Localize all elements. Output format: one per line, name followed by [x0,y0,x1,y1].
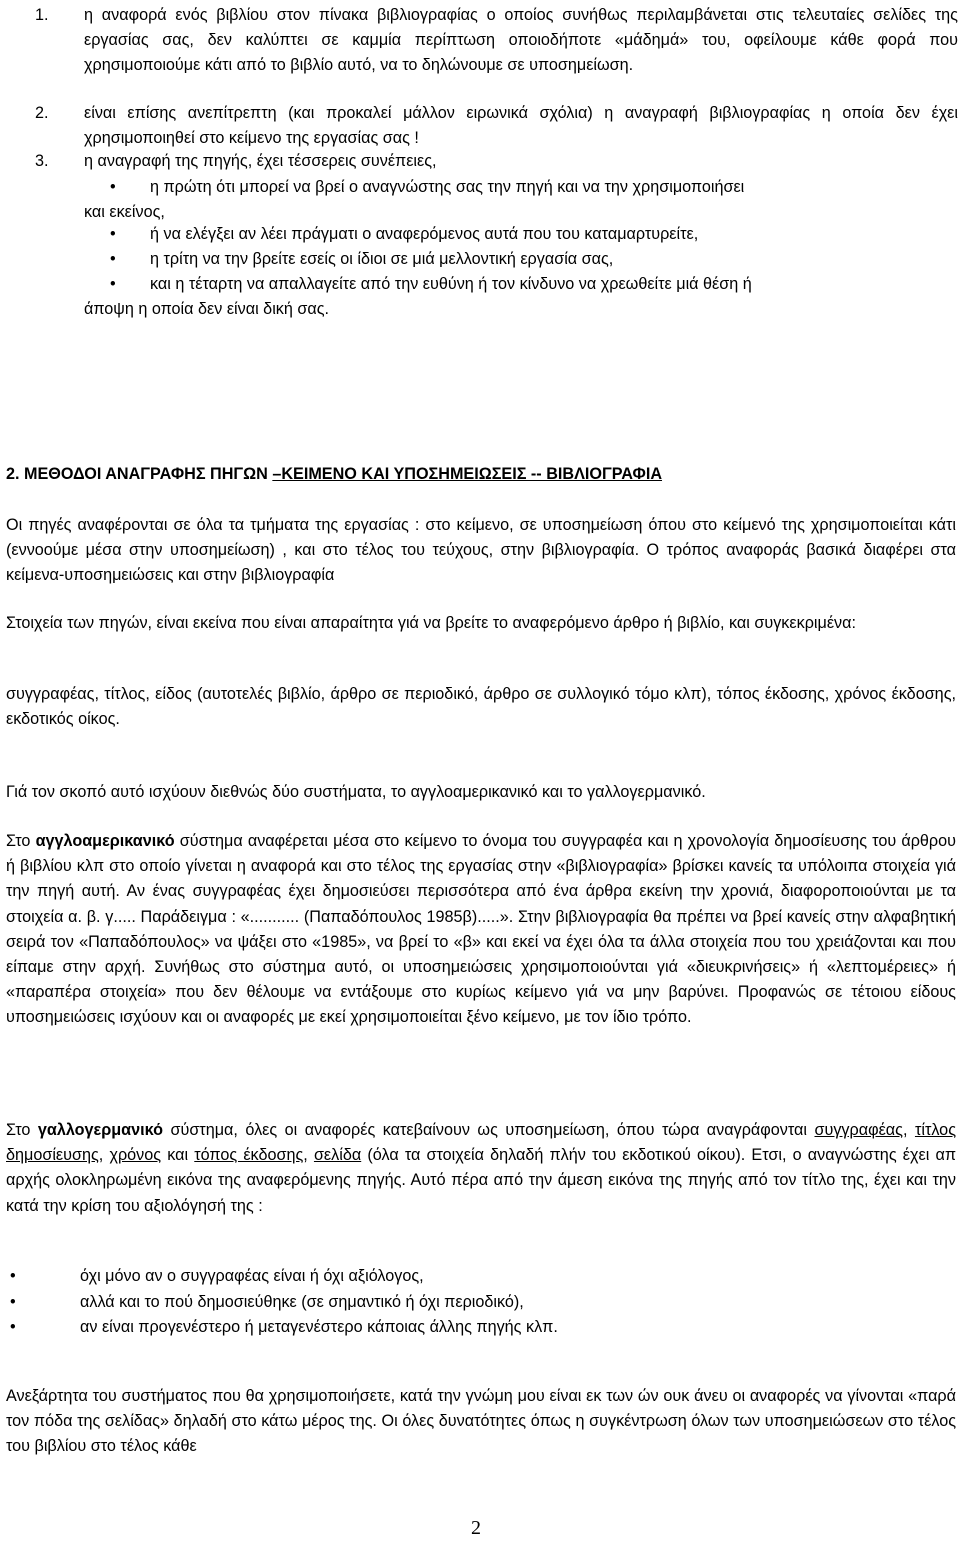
list-number: 1. [35,6,49,24]
bullet-icon: • [10,1293,16,1311]
bullet-text-continuation: και εκείνος, [84,203,165,221]
text-run: , [902,1121,915,1139]
bullet-icon: • [110,225,116,243]
bullet-text: ή να ελέγξει αν λέει πράγματι ο αναφερόμενος αυτά που του καταμαρτυρείτε, [150,225,699,243]
section-heading [6,465,662,484]
bullet-icon: • [10,1267,16,1285]
text-run: και [161,1146,195,1165]
underlined-term: χρόνος [109,1146,162,1165]
bullet-text: όχι μόνο αν ο συγγραφέας είναι ή όχι αξιόλογος, [80,1267,424,1285]
list-number: 3. [35,152,49,170]
text-run: (όλα τα στοιχεία δηλαδή πλήν του εκδοτικού οίκου). Ετσι, ο αναγνώστης έχει απ αρχής ολοκληρωμένη εικόνα της αναφερόμενης πηγής. Αυτό πέρα από την άμεση εικόνα της πηγής από τον τίτλο της, έχει και την κατά την κρίση του αξιολόγησή της : [6,1146,956,1215]
text-run: σύστημα, όλες οι αναφορές κατεβαίνουν ως υποσημείωση, όπου τώρα αναγράφονται [162,1121,815,1139]
text-run: Στο [6,1121,38,1139]
text-run: , [303,1146,314,1165]
bullet-icon: • [10,1318,16,1336]
underlined-term: τίτλος δημοσίευσης [6,1121,956,1165]
bold-term: γαλλογερμανικό [37,1121,163,1139]
paragraph-franco-german [6,1118,956,1219]
underlined-term: τόπος έκδοσης [194,1146,304,1165]
bullet-text: αλλά και το πού δημοσιεύθηκε (σε σημαντικό ή όχι περιοδικό), [80,1293,524,1311]
bullet-text: η τρίτη να την βρείτε εσείς οι ίδιοι σε μιά μελλοντική εργασία σας, [150,250,614,268]
paragraph: Οι πηγές αναφέρονται σε όλα τα τμήματα της εργασίας : στο κείμενο, σε υποσημείωση όπου στο κείμενό της χρησιμοποιείται κάτι (εννοούμε μέσα στην υποσημείωση) , και στο τέλος του τεύχους, στην βιβλιογραφία. Ο τρόπος αναφοράς βασικά διαφέρει στα κείμενα-υποσημειώσεις και στην βιβλιογραφία [6,516,956,585]
paragraph: Στοιχεία των πηγών, είναι εκείνα που είναι απαραίτητα γιά να βρείτε το αναφερόμενο άρθρο ή βιβλίο, και συγκεκριμένα: [6,614,857,632]
bold-term: αγγλοαμερικανικό [35,832,175,850]
paragraph: Γιά τον σκοπό αυτό ισχύουν διεθνώς δύο συστήματα, το αγγλοαμερικανικό και το γαλλογερμανικό. [6,783,706,801]
bullet-text: αν είναι προγενέστερο ή μεταγενέστερο κάποιας άλλης πηγής κλπ. [80,1318,558,1336]
paragraph-anglo-american [6,829,956,1031]
list-item-text: είναι επίσης ανεπίτρεπτη (και προκαλεί μάλλον ειρωνικά σχόλια) η αναγραφή βιβλιογραφίας η οποία δεν έχει χρησιμοποιηθεί στο κείμενο της εργασίας σας ! [84,104,958,148]
heading-text: 2. ΜΕΘΟΔΟΙ ΑΝΑΓΡΑΦΗΣ ΠΗΓΩΝ [6,465,273,483]
list-item-text: η αναφορά ενός βιβλίου στον πίνακα βιβλιογραφίας ο οποίος συνήθως περιλαμβάνεται στις τελευταίες σελίδες της εργασίας σας, δεν καλύπτει σε καμμία περίπτωση οποιοδήποτε «μάδημά» του, οφείλουμε κάθε φορά που χρησιμοποιούμε κάτι από το βιβλίο αυτό, να το δηλώνουμε σε υποσημείωση. [84,6,958,75]
paragraph: Ανεξάρτητα του συστήματος που θα χρησιμοποιήσετε, κατά την γνώμη μου είναι εκ των ών ουκ άνευ οι αναφορές να γίνονται «παρά τον πόδα της σελίδας» δηλαδή στο κάτω μέρος της. Οι όλες δυνατότητες όπως η συγκέντρωση όλων των υποσημειώσεων στο τέλος του βιβλίου στο τέλος κάθε [6,1387,956,1456]
bullet-text: και η τέταρτη να απαλλαγείτε από την ευθύνη ή τον κίνδυνο να χρεωθείτε μιά θέση ή [150,275,752,293]
text-run: Στο [6,832,36,850]
list-number: 2. [35,104,49,122]
bullet-icon: • [110,250,116,268]
heading-underlined-text: –ΚΕΙΜΕΝΟ ΚΑΙ ΥΠΟΣΗΜΕΙΩΣΕΙΣ -- ΒΙΒΛΙΟΓΡΑΦΙΑ [272,465,663,483]
bullet-text: η πρώτη ότι μπορεί να βρεί ο αναγνώστης σας την πηγή και να την χρησιμοποιήσει [150,178,745,196]
page-number: 2 [471,1517,481,1539]
text-run: σύστημα αναφέρεται μέσα στο κείμενο το όνομα του συγγραφέα και η χρονολογία δημοσίευσης του άρθρου ή βιβλίου κλπ στο οποίο γίνεται η αναφορά και στο τέλος της εργασίας στην «βιβλιογραφία» βρίσκει κανείς τα υπόλοιπα στοιχεία γιά την πηγή αυτή. Αν ένας συγγραφέας έχει δημοσιεύσει περισσότερα από ένα άρθρα εκείνη την χρονιά, διαφοροποιούνται με τα στοιχεία α. β. γ..... Παράδειγμα : «........... (Παπαδόπουλος 1985β).....». Στην βιβλιογραφία θα πρέπει να βρεί κανείς στην αλφαβητική σειρά τον «Παπαδόπουλος» να ψάξει στο «1985», να βρεί το «β» και εκεί να έχει όλα τα άλλα στοιχεία που του χρειάζονται και που είπαμε στην αρχή. Συνήθως στο σύστημα αυτό, οι υποσημειώσεις χρησιμοποιούνται γιά «διευκρινήσεις» ή «λεπτομέρειες» ή «παραπέρα στοιχεία» που δεν θέλουμε να εντάξουμε στο κυρίως κείμενο γιά να μην βαρύνει. Προφανώς σε τέτοιου είδους υποσημειώσεις ισχύουν και οι αναφορές με εκεί χρησιμοποιείται ξένο κείμενο, με τον ίδιο τρόπο. [6,832,956,1027]
underlined-term: σελίδα [313,1146,362,1165]
paragraph: συγγραφέας, τίτλος, είδος (αυτοτελές βιβλίο, άρθρο σε περιοδικό, άρθρο σε συλλογικό τόμο κλπ), τόπος έκδοσης, χρόνος έκδοσης, εκδοτικός οίκος. [6,685,956,729]
list-item-text: η αναγραφή της πηγής, έχει τέσσερεις συνέπειες, [84,152,437,170]
underlined-term: συγγραφέας [814,1121,903,1139]
bullet-text-continuation: άποψη η οποία δεν είναι δική σας. [84,300,330,318]
text-run: , [98,1146,110,1165]
bullet-icon: • [110,275,116,293]
bullet-icon: • [110,178,116,196]
